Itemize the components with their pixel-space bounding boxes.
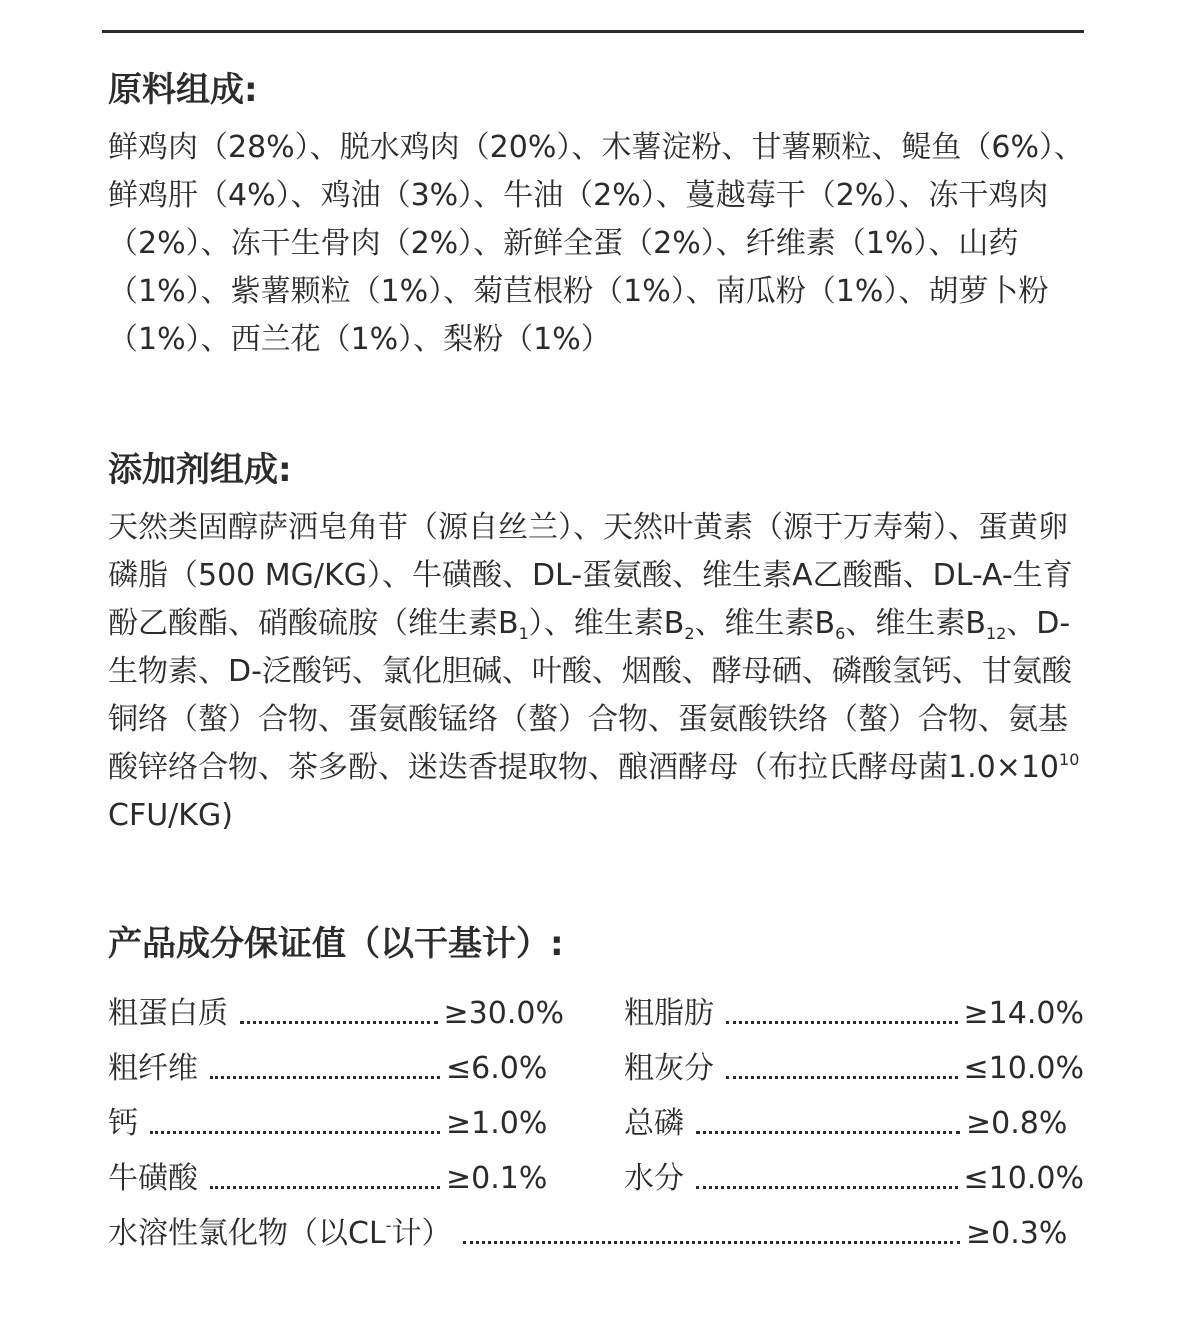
additives-text-part: 天然类固醇萨洒皂角苷（源自丝兰）、天然叶黄素（源于万寿菊）、蛋黄卵磷脂（500 MG/KG）、牛磺酸、DL-蛋氨酸、维生素A乙酸酯、DL-A-生育酚乙酸酯、硝酸硫胺（维生素B xyxy=(108,510,1073,641)
ingredients-heading: 原料组成: xyxy=(108,70,258,110)
nutrient-value: ≤10.0% xyxy=(963,1051,1084,1086)
additives-text-part: 、维生素B xyxy=(694,606,836,641)
leader-dots xyxy=(696,1186,958,1189)
additives-text xyxy=(108,504,1092,840)
nutrient-name: 粗脂肪 xyxy=(624,996,714,1031)
nutrient-value: ≥14.0% xyxy=(963,996,1084,1031)
subscript: 2 xyxy=(684,624,695,643)
nutrient-item xyxy=(108,1045,564,1093)
nutrient-name: 粗蛋白质 xyxy=(108,996,228,1031)
leader-dots xyxy=(210,1186,440,1189)
nutrient-value: ≤10.0% xyxy=(963,1161,1084,1196)
nutrient-value: ≥0.3% xyxy=(966,1216,1068,1251)
nutrient-name xyxy=(108,1210,451,1258)
nutrient-value: ≥0.8% xyxy=(966,1106,1068,1141)
subscript: 1 xyxy=(518,624,529,643)
table-row xyxy=(108,990,1084,1045)
nutrient-name: 钙 xyxy=(108,1106,138,1141)
table-row xyxy=(108,1100,1084,1155)
subscript: 12 xyxy=(985,624,1007,643)
nutrient-name-part: 水溶性氯化物（以CL xyxy=(108,1216,386,1251)
leader-dots xyxy=(696,1131,960,1134)
subscript: 6 xyxy=(835,624,846,643)
table-row xyxy=(108,1210,1084,1265)
additives-text-part: 、维生素B xyxy=(845,606,986,641)
guarantee-section xyxy=(108,922,1092,966)
ingredients-text: 鲜鸡肉（28%）、脱水鸡肉（20%）、木薯淀粉、甘薯颗粒、鳀鱼（6%）、鲜鸡肝（4%）、鸡油（3%）、牛油（2%）、蔓越莓干（2%）、冻干鸡肉（2%）、冻干生骨肉（2%）、新鲜全蛋（2%）、纤维素（1%）、山药（1%）、紫薯颗粒（1%）、菊苣根粉（1%）、南瓜粉（1%）、胡萝卜粉（1%）、西兰花（1%）、梨粉（1%） xyxy=(108,130,1084,357)
nutrient-item xyxy=(624,990,1084,1038)
leader-dots xyxy=(210,1076,440,1079)
nutrient-name: 总磷 xyxy=(624,1106,684,1141)
guarantee-table xyxy=(108,990,1084,1265)
table-row xyxy=(108,1155,1084,1210)
nutrient-value: ≥0.1% xyxy=(446,1161,548,1196)
additives-text-part: CFU/KG) xyxy=(108,798,233,833)
nutrient-value: ≥1.0% xyxy=(446,1106,548,1141)
nutrient-item xyxy=(624,1045,1084,1093)
additives-section xyxy=(108,448,1092,840)
nutrient-value: ≤6.0% xyxy=(446,1051,548,1086)
additives-text-part: 、D-生物素、D-泛酸钙、氯化胆碱、叶酸、烟酸、酵母硒、磷酸氢钙、甘氨酸铜络（螯）合物、蛋氨酸锰络（螯）合物、蛋氨酸铁络（螯）合物、氨基酸锌络合物、茶多酚、迷迭香提取物、酿酒酵母（布拉氏酵母菌1.0×10 xyxy=(108,606,1072,785)
nutrient-name: 牛磺酸 xyxy=(108,1161,198,1196)
nutrient-name: 粗灰分 xyxy=(624,1051,714,1086)
nutrient-item xyxy=(108,1155,564,1203)
nutrient-name: 粗纤维 xyxy=(108,1051,198,1086)
nutrient-item xyxy=(624,1155,1084,1203)
superscript: - xyxy=(385,1216,392,1235)
superscript: 10 xyxy=(1059,750,1080,769)
leader-dots xyxy=(463,1241,960,1244)
additives-heading: 添加剂组成: xyxy=(108,450,292,490)
ingredients-section xyxy=(108,68,1092,364)
table-row xyxy=(108,1045,1084,1100)
leader-dots xyxy=(150,1131,440,1134)
leader-dots xyxy=(240,1021,438,1024)
nutrient-item xyxy=(108,1210,1084,1258)
leader-dots xyxy=(726,1021,958,1024)
leader-dots xyxy=(726,1076,958,1079)
guarantee-heading: 产品成分保证值（以干基计）: xyxy=(108,924,564,964)
nutrient-item xyxy=(108,990,564,1038)
nutrient-name: 水分 xyxy=(624,1161,684,1196)
additives-text-part: ）、维生素B xyxy=(528,606,685,641)
nutrient-item xyxy=(624,1100,1084,1148)
nutrient-name-part: 计） xyxy=(391,1216,452,1251)
top-divider xyxy=(102,30,1084,33)
nutrient-item xyxy=(108,1100,564,1148)
nutrient-value: ≥30.0% xyxy=(443,996,564,1031)
